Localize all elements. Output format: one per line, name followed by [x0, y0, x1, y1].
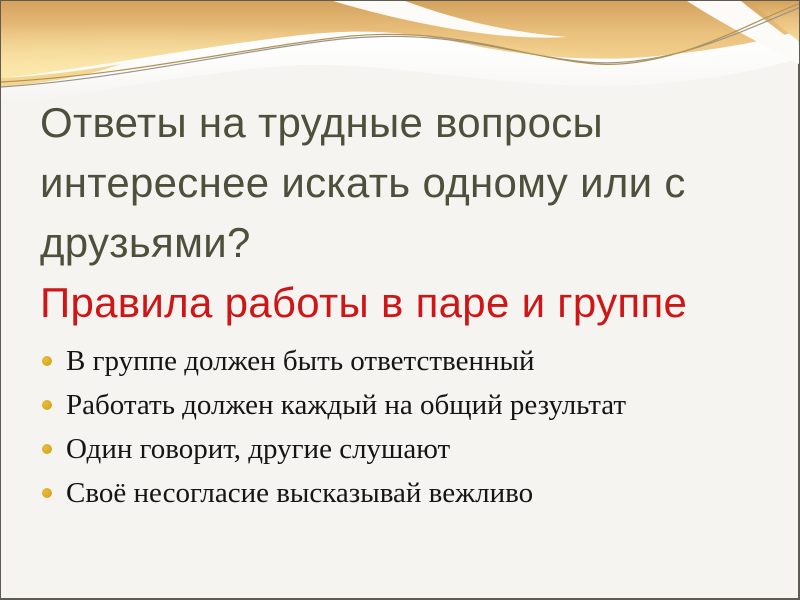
slide-title-line-2: интереснее искать одному или с — [40, 159, 686, 206]
list-item — [41, 383, 776, 427]
list-item — [41, 339, 776, 383]
bullet-dot-icon — [42, 400, 52, 410]
bullet-text: Работать должен каждый на общий результат — [66, 389, 627, 421]
slide-heading — [40, 93, 775, 333]
slide-subtitle: Правила работы в паре и группе — [40, 279, 688, 326]
bullet-list — [41, 339, 776, 515]
bullet-dot-icon — [42, 444, 52, 454]
bullet-dot-icon — [42, 356, 52, 366]
bullet-text: Один говорит, другие слушают — [66, 433, 451, 465]
bullet-text: В группе должен быть ответственный — [66, 345, 535, 377]
list-item — [41, 427, 776, 471]
bullet-dot-icon — [42, 488, 52, 498]
slide-title-line-1: Ответы на трудные вопросы — [40, 99, 604, 146]
bullet-text: Своё несогласие высказывай вежливо — [66, 477, 534, 509]
slide-title-line-3: друзьями? — [40, 219, 251, 266]
list-item — [41, 471, 776, 515]
